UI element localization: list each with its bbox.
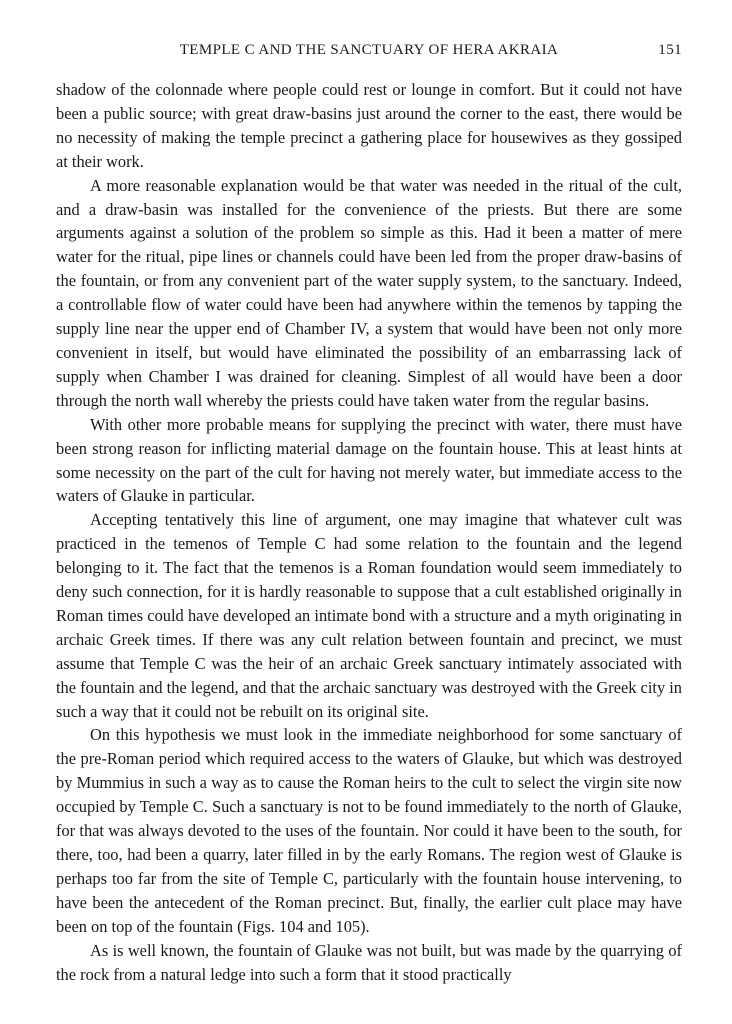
paragraph-ritual-explanation: A more reasonable explanation would be that water was needed in the ritual of the cult, and a draw-basin was installed for the convenience of the priests. But there are some arguments against a solution of the problem so simple as this. Had it been a matter of mere water for the ritual, pipe lines or channels could have been led from the proper draw-basins of the fountain, or from any convenient part of the water supply system, to the sanctuary. Indeed, a controllable flow of water could have been had anywhere within the temenos by tapping the supply line near the upper end of Chamber IV, a system that would have been not only more convenient in itself, but would have eliminated the possibility of an embarrassing lack of supply when Chamber I was drained for cleaning. Simplest of all would have been a door through the north wall whereby the priests could have taken water from the regular basins.: [56, 175, 682, 410]
running-title: TEMPLE C AND THE SANCTUARY OF HERA AKRAIA: [179, 42, 559, 58]
paragraph-fountain-glauke: As is well known, the fountain of Glauke was not built, but was made by the quarrying of the rock from a natural ledge into such a form that it stood practically: [56, 940, 682, 984]
paragraph-continued: shadow of the colonnade where people could rest or lounge in comfort. But it could not have been a public source; with great draw-basins just around the corner to the east, there would be no necessity of making the temple precinct a gathering place for housewives as they gossiped at their work.: [56, 80, 682, 171]
running-head: [56, 40, 682, 66]
body-text: [56, 78, 682, 986]
paragraph-other-means: With other more probable means for supplying the precinct with water, there must have been strong reason for inflicting material damage on the fountain house. This at least hints at some necessity on the part of the cult for having not merely water, but immediate access to the waters of Glauke in particular.: [56, 414, 682, 506]
page-number: 151: [658, 42, 682, 58]
paragraph-hypothesis: On this hypothesis we must look in the immediate neighborhood for some sanctuary of the pre-Roman period which required access to the waters of Glauke, but which was destroyed by Mummius in such a way as to cause the Roman heirs to the cult to select the virgin site now occupied by Temple C. Such a sanctuary is not to be found immediately to the north of Glauke, for that was always devoted to the uses of the fountain. Nor could it have been to the south, for there, too, had been a quarry, later filled in by the early Romans. The region west of Glauke is perhaps too far from the site of Temple C, particularly with the fountain house intervening, to have been the antecedent of the Roman precinct. But, finally, the earlier cult place may have been on top of the fountain (Figs. 104 and 105).: [56, 725, 682, 936]
book-page: [56, 40, 682, 986]
paragraph-cult-relation: Accepting tentatively this line of argument, one may imagine that whatever cult was practiced in the temenos of Temple C had some relation to the fountain and the legend belonging to it. The fact that the temenos is a Roman foundation would seem immediately to deny such connection, for it is hardly reasonable to suppose that a cult established originally in Roman times could have developed an intimate bond with a structure and a myth originating in archaic Greek times. If there was any cult relation between fountain and precinct, we must assume that Temple C was the heir of an archaic Greek sanctuary intimately associated with the fountain and the legend, and that the archaic sanctuary was destroyed with the Greek city in such a way that it could not be rebuilt on its original site.: [56, 510, 682, 721]
